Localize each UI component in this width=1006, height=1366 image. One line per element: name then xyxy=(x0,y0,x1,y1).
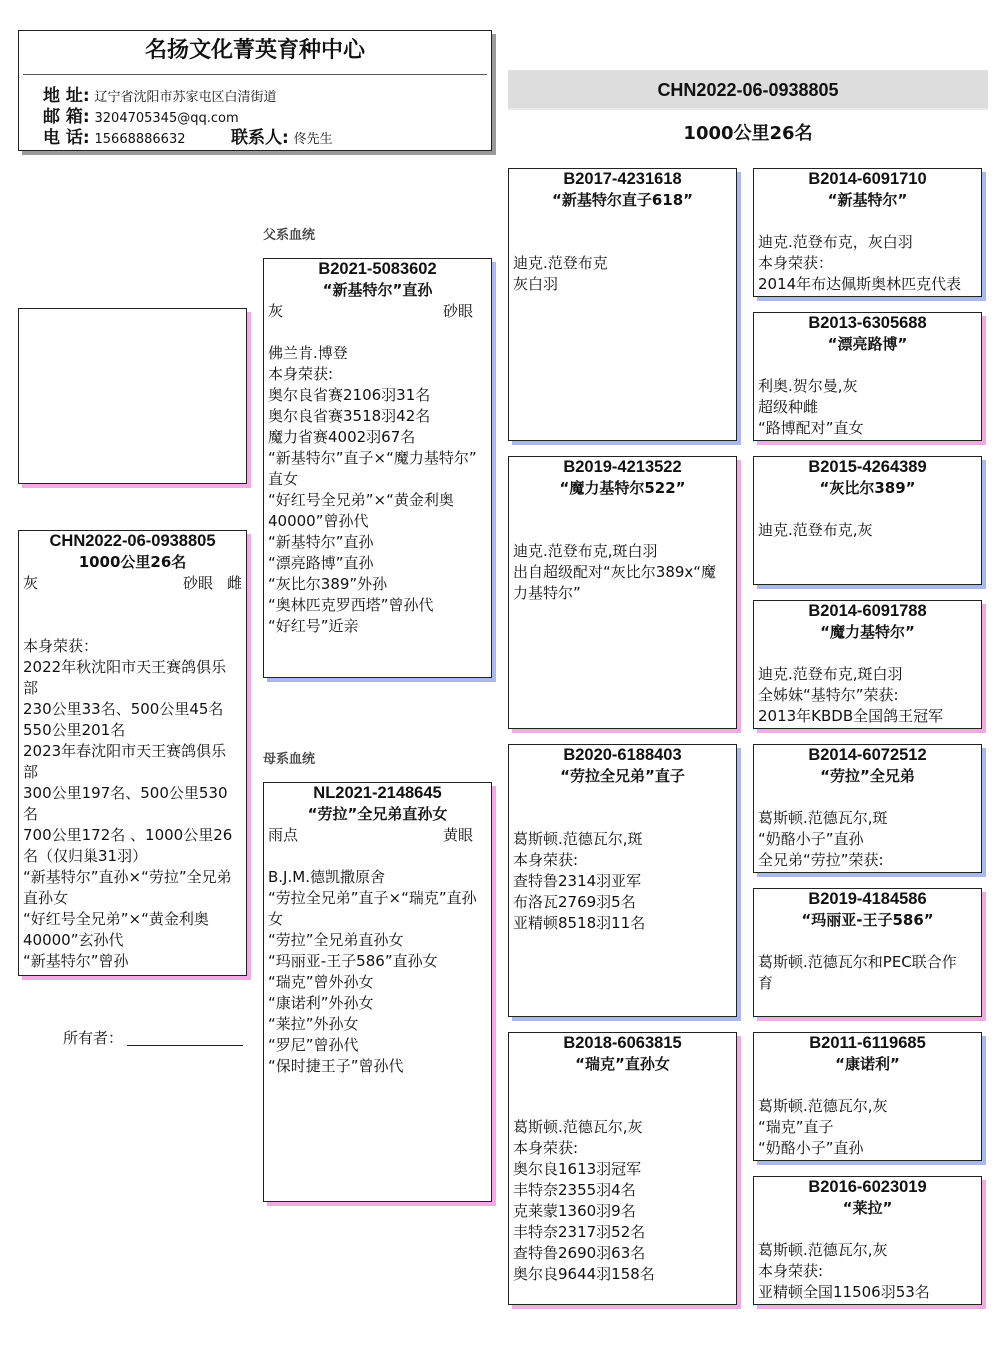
note-line: 葛斯顿.范德瓦尔,灰 xyxy=(758,1097,888,1115)
note-line xyxy=(758,355,977,376)
note-line: 奥尔良省赛2106羽31名 xyxy=(268,386,431,404)
note-line: “新基特尔”直孙×“劳拉”全兄弟 xyxy=(23,868,232,886)
grandparent-ring: B2018-6063815 xyxy=(563,1034,682,1052)
grandparent-card xyxy=(508,456,737,729)
great-grandparent-ring: B2014-6072512 xyxy=(808,746,927,764)
great-grandparent-card xyxy=(753,312,982,441)
grandparent-card xyxy=(508,168,737,441)
grandparent-card xyxy=(508,1032,737,1305)
great-grandparent-ring: B2011-6119685 xyxy=(809,1034,926,1052)
owner-row xyxy=(63,1028,123,1049)
great-grandparent-name: “新基特尔” xyxy=(827,191,908,209)
phone-value: 15668886632 xyxy=(94,132,186,147)
great-grandparent-name: “灰比尔389” xyxy=(819,479,916,497)
note-line: 2013年KBDB全国鸽王冠军 xyxy=(758,707,944,725)
dam-traits xyxy=(268,825,487,846)
note-line: 本身荣获： xyxy=(23,637,99,655)
note-line xyxy=(758,211,977,232)
great-grandparent-ring: B2016-6023019 xyxy=(808,1178,927,1196)
sire-line-label: 父系血统 xyxy=(263,228,316,243)
sire-card xyxy=(263,258,492,678)
great-grandparent-ring: B2015-4264389 xyxy=(808,458,927,476)
grandparent-ring: B2019-4213522 xyxy=(563,458,682,476)
sire-notes xyxy=(268,322,487,637)
grandparent-notes xyxy=(513,520,732,604)
note-line: 名（仅归巢31羽） xyxy=(23,847,148,865)
note-line: 全兄弟“劳拉”荣获: xyxy=(758,851,884,869)
note-line: 葛斯顿.范德瓦尔,斑 xyxy=(758,809,888,827)
note-line: “奶酪小子”直孙 xyxy=(758,1139,864,1157)
note-line: “灰比尔389”外孙 xyxy=(268,575,388,593)
note-line: 本身荣获: xyxy=(758,1262,824,1280)
note-line: 本身荣获: xyxy=(268,365,334,383)
note-line: 丰特奈2355羽4名 xyxy=(513,1181,636,1199)
great-grandparent-notes xyxy=(758,1075,977,1159)
note-line: 葛斯顿.范德瓦尔,灰 xyxy=(513,1118,643,1136)
note-line: 葛斯顿.范德瓦尔,斑 xyxy=(513,830,643,848)
note-line: 迪克.范登布克,斑白羽 xyxy=(758,665,903,683)
note-line: 550公里201名 xyxy=(23,721,126,739)
note-line: 奥尔良9644羽158名 xyxy=(513,1265,655,1283)
grandparent-name: “新基特尔直子618” xyxy=(551,191,694,209)
note-line: 葛斯顿.范德瓦尔和PEC联合作 xyxy=(758,953,957,971)
great-grandparent-name: “玛丽亚-王子586” xyxy=(801,911,934,929)
sire-traits xyxy=(268,301,487,322)
note-line: 奥尔良省赛3518羽42名 xyxy=(268,407,431,425)
note-line: 出自超级配对“灰比尔389x“魔 xyxy=(513,563,717,581)
phone-row xyxy=(43,128,185,150)
note-line: 克莱蒙1360羽9名 xyxy=(513,1202,636,1220)
great-grandparent-name: “魔力基特尔” xyxy=(820,623,915,641)
note-line xyxy=(268,846,487,867)
note-line: “奥林匹克罗西塔”曾孙代 xyxy=(268,596,434,614)
sire-ring: B2021-5083602 xyxy=(318,260,437,278)
email-label: 邮 箱: xyxy=(43,107,90,127)
note-line xyxy=(758,931,977,952)
great-grandparent-name: “康诺利” xyxy=(835,1055,900,1073)
grandparent-notes xyxy=(513,232,732,295)
dam-name: “劳拉”全兄弟直孙女 xyxy=(307,805,448,823)
great-grandparent-card xyxy=(753,600,982,729)
subject-traits xyxy=(23,573,242,594)
address-row xyxy=(43,86,277,108)
note-line: 育 xyxy=(758,974,774,992)
note-line: 迪克.范登布克，灰白羽 xyxy=(758,233,913,251)
great-grandparent-card xyxy=(753,456,982,585)
great-grandparent-name: “莱拉” xyxy=(842,1199,893,1217)
note-line: “保时捷王子”曾孙代 xyxy=(268,1057,404,1075)
grandparent-name: “劳拉全兄弟”直子 xyxy=(560,767,685,785)
phone-label: 电 话: xyxy=(43,128,90,148)
great-grandparent-notes xyxy=(758,643,977,727)
owner-label: 所有者： xyxy=(63,1029,124,1047)
grandparent-ring: B2020-6188403 xyxy=(563,746,682,764)
great-grandparent-card xyxy=(753,1176,982,1305)
note-line: 全姊妹“基特尔”荣获: xyxy=(758,686,899,704)
note-line: 本身荣获: xyxy=(513,851,579,869)
breeder-card xyxy=(18,30,492,151)
note-line: “好红号全兄弟”×“黄金利奥 xyxy=(23,910,209,928)
note-line: 葛斯顿.范德瓦尔,灰 xyxy=(758,1241,888,1259)
subject-ring: CHN2022-06-0938805 xyxy=(49,532,216,550)
note-line: “路博配对”直女 xyxy=(758,419,864,437)
note-line: “莱拉”外孙女 xyxy=(268,1015,359,1033)
subject-color: 灰 xyxy=(23,574,39,592)
address-label: 地 址: xyxy=(43,86,90,106)
note-line: 部 xyxy=(23,679,39,697)
grandparent-name: “瑞克”直孙女 xyxy=(575,1055,670,1073)
note-line xyxy=(268,322,487,343)
note-line: “玛丽亚-王子586”直孙女 xyxy=(268,952,438,970)
note-line xyxy=(513,232,732,253)
pigeon-photo xyxy=(18,308,247,484)
note-line: 2014年布达佩斯奥林匹克代表 xyxy=(758,275,962,293)
sire-eye: 砂眼 xyxy=(442,302,473,320)
great-grandparent-ring: B2013-6305688 xyxy=(808,314,927,332)
note-line: “劳拉全兄弟”直子×“瑞克”直孙 xyxy=(268,889,477,907)
note-line: 迪克.范登布克,斑白羽 xyxy=(513,542,658,560)
note-line: 亚精顿8518羽11名 xyxy=(513,914,646,932)
subject-eye: 砂眼 xyxy=(182,574,213,592)
great-grandparent-name: “漂亮路博” xyxy=(827,335,908,353)
address-value: 辽宁省沈阳市苏家屯区白清街道 xyxy=(94,90,277,105)
note-line: 本身荣获： xyxy=(758,254,834,272)
great-grandparent-ring: B2019-4184586 xyxy=(808,890,927,908)
great-grandparent-notes xyxy=(758,211,977,295)
great-grandparent-notes xyxy=(758,355,977,439)
great-grandparent-ring: B2014-6091788 xyxy=(808,602,927,620)
sire-color: 灰 xyxy=(268,302,284,320)
grandparent-name: “魔力基特尔522” xyxy=(559,479,686,497)
note-line: 迪克.范登布克 xyxy=(513,254,608,272)
note-line: 直女 xyxy=(268,470,299,488)
great-grandparent-notes xyxy=(758,1219,977,1303)
note-line: “奶酪小子”直孙 xyxy=(758,830,864,848)
note-line: “新基特尔”直孙 xyxy=(268,533,374,551)
breeder-title: 名扬文化菁英育种中心 xyxy=(144,38,365,63)
great-grandparent-notes xyxy=(758,499,977,541)
note-line: 女 xyxy=(268,910,284,928)
note-line: 查特鲁2690羽63名 xyxy=(513,1244,646,1262)
note-line: 直孙女 xyxy=(23,889,69,907)
contact-value: 佟先生 xyxy=(293,132,333,147)
great-grandparent-card xyxy=(753,744,982,873)
dam-line-label: 母系血统 xyxy=(263,752,316,767)
sire-name: “新基特尔”直孙 xyxy=(322,281,433,299)
great-grandparent-card xyxy=(753,1032,982,1161)
note-line: “好红号全兄弟”×“黄金利奥 xyxy=(268,491,454,509)
banner-ring: CHN2022-06-0938805 xyxy=(508,70,988,110)
note-line: “漂亮路博”直孙 xyxy=(268,554,374,572)
note-line: 查特鲁2314羽亚军 xyxy=(513,872,642,890)
note-line xyxy=(758,643,977,664)
subject-card xyxy=(18,530,247,976)
owner-signature-line xyxy=(127,1045,243,1046)
dam-notes xyxy=(268,846,487,1077)
note-line: “瑞克”直子 xyxy=(758,1118,834,1136)
note-line: 700公里172名 、1000公里26 xyxy=(23,826,233,844)
note-line: “新基特尔”直子×“魔力基特尔” xyxy=(268,449,477,467)
note-line: 佛兰肯.博登 xyxy=(268,344,348,362)
grandparent-card xyxy=(508,744,737,1017)
note-line: “康诺利”外孙女 xyxy=(268,994,374,1012)
note-line: “新基特尔”曾孙 xyxy=(23,952,129,970)
note-line: 亚精顿全国11506羽53名 xyxy=(758,1283,930,1301)
note-line: 灰白羽 xyxy=(513,275,559,293)
note-line: 230公里33名、500公里45名 xyxy=(23,700,224,718)
note-line: 超级种雌 xyxy=(758,398,819,416)
subject-sex: 雌 xyxy=(226,574,242,592)
grandparent-ring: B2017-4231618 xyxy=(563,170,682,188)
note-line: 40000”玄孙代 xyxy=(23,931,124,949)
dam-card xyxy=(263,782,492,1202)
note-line: 魔力省赛4002羽67名 xyxy=(268,428,416,446)
email-row xyxy=(43,107,239,129)
note-line: B.J.M.德凯撒原舍 xyxy=(268,868,385,886)
header-divider xyxy=(23,74,487,75)
note-line xyxy=(758,1219,977,1240)
contact-row xyxy=(231,128,333,150)
note-line xyxy=(758,787,977,808)
note-line xyxy=(513,808,732,829)
great-grandparent-ring: B2014-6091710 xyxy=(808,170,927,188)
note-line: “罗尼”曾孙代 xyxy=(268,1036,359,1054)
note-line xyxy=(758,1075,977,1096)
note-line xyxy=(758,499,977,520)
email-value[interactable]: 3204705345@qq.com xyxy=(94,111,239,126)
note-line: 布洛瓦2769羽5名 xyxy=(513,893,636,911)
subject-name: 1000公里26名 xyxy=(78,553,187,571)
subject-notes xyxy=(23,636,242,972)
note-line: “瑞克”曾外孙女 xyxy=(268,973,374,991)
dam-eye: 黄眼 xyxy=(442,826,473,844)
note-line: 本身荣获: xyxy=(513,1139,579,1157)
banner-result: 1000公里26名 xyxy=(683,123,813,144)
note-line xyxy=(513,520,732,541)
note-line: 力基特尔” xyxy=(513,584,581,602)
note-line: “好红号”近亲 xyxy=(268,617,359,635)
note-line: 迪克.范登布克,灰 xyxy=(758,521,873,539)
dam-ring: NL2021-2148645 xyxy=(313,784,442,802)
great-grandparent-notes xyxy=(758,931,977,994)
great-grandparent-name: “劳拉”全兄弟 xyxy=(820,767,915,785)
note-line: 2022年秋沈阳市天王赛鸽俱乐 xyxy=(23,658,227,676)
great-grandparent-notes xyxy=(758,787,977,871)
note-line: 部 xyxy=(23,763,39,781)
note-line: “劳拉”全兄弟直孙女 xyxy=(268,931,404,949)
note-line: 利奥.贺尔曼,灰 xyxy=(758,377,858,395)
note-line: 奥尔良1613羽冠军 xyxy=(513,1160,642,1178)
great-grandparent-card xyxy=(753,888,982,1017)
grandparent-notes xyxy=(513,808,732,934)
contact-label: 联系人: xyxy=(231,128,289,148)
note-line xyxy=(513,1096,732,1117)
note-line: 丰特奈2317羽52名 xyxy=(513,1223,646,1241)
note-line: 300公里197名、500公里530名 xyxy=(23,784,228,823)
great-grandparent-card xyxy=(753,168,982,297)
note-line: 40000”曾孙代 xyxy=(268,512,369,530)
grandparent-notes xyxy=(513,1096,732,1285)
dam-color: 雨点 xyxy=(268,826,299,844)
note-line: 2023年春沈阳市天王赛鸽俱乐 xyxy=(23,742,227,760)
